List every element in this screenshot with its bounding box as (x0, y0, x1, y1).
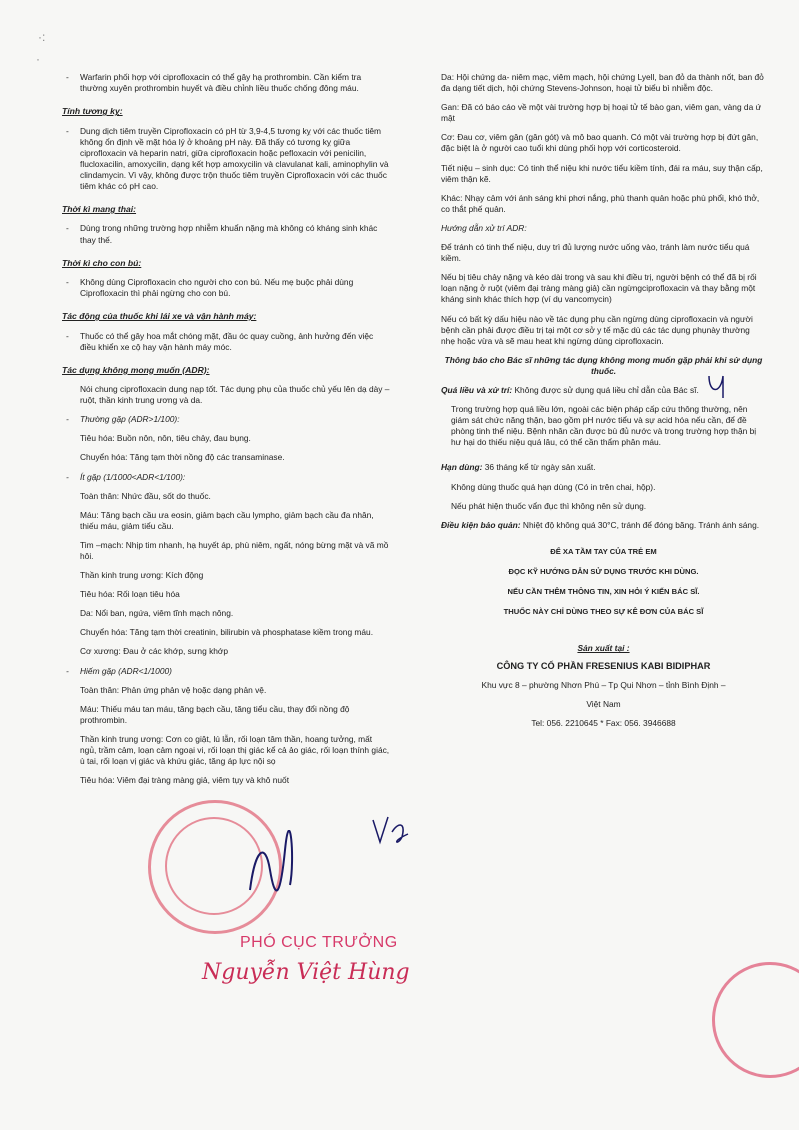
adr-item: Da: Nổi ban, ngứa, viêm tĩnh mạch nông. (80, 608, 234, 619)
doctor-notice: Thông báo cho Bác sĩ những tác dụng không mong muốn gặp phải khi sử dụng thuốc. (444, 354, 763, 376)
adr-intro: Nói chung ciprofloxacin dung nạp tốt. Tác dụng phụ của thuốc chủ yếu lên dạ dày – ruột, thần kinh trung ương và da. (80, 384, 390, 406)
adr-item: Chuyển hóa: Tăng tạm thời creatinin, bilirubin và phosphatase kiềm trong máu. (80, 627, 374, 638)
adr-item: Toàn thân: Phản ứng phản vệ hoặc dạng phản vệ. (80, 684, 267, 695)
company-stamp (712, 962, 799, 1078)
adr-item: Tim –mạch: Nhịp tim nhanh, hạ huyết áp, phù niêm, ngất, nóng bừng mặt và vã mồ hôi. (80, 539, 389, 561)
huong-dan-item: Nếu có bất kỳ dấu hiệu nào về tác dụng phụ cần ngừng dùng ciprofloxacin và người bệnh cần phải được điều trị tại một cơ sở y tế mặc dù các tác dụng phụnày thường nhẹ hoặc vừa và sẽ mau heat khi ngừng dùng ciprofloxacin. (441, 313, 753, 346)
heading-mang-thai: Thời kì mang thai: (62, 204, 137, 215)
left-column (62, 72, 390, 794)
manufacturer-contact: Tel: 056. 2210645 * Fax: 056. 3946688 (531, 718, 676, 729)
adr-gan: Gan: Đã có báo cáo về một vài trường hợp bị hoại tử tế bào gan, viêm gan, vàng da ứ mật (441, 102, 762, 124)
tuong-ky-text: - Dung dịch tiêm truyền Ciprofloxacin có pH từ 3,9-4,5 tương kỵ với các thuốc tiêm không ổn định về mặt hóa lý ở khoảng pH này. Đã thấy có tương kỵ giữa ciprofloxacin và heparin natri, giữa ciprofloxacin hoặc pefloxacin với penicilin, flucloxacilin, amoxycilin, dạng kết hợp amoxycilin và clavulanat kali, aminophylin và clindamycin. Vì vậy, không được trộn thuốc tiêm truyền Ciprofloxacin với các thuốc tiêm khác có pH cao. (62, 126, 390, 193)
manufacturer-name: CÔNG TY CỔ PHẦN FRESENIUS KABI BIDIPHAR (496, 660, 711, 671)
adr-item: Máu: Thiếu máu tan máu, tăng bạch cầu, tăng tiểu cầu, thay đổi nồng độ prothrombin. (80, 703, 350, 725)
warfarin-note: - Warfarin phối hợp với ciprofloxacin có thể gây hạ prothrombin. Cần kiểm tra thường xuyên prothrombin huyết và điều chỉnh liều thuốc chống đông máu. (62, 72, 390, 94)
overdose-text: Không được sử dụng quá liều chỉ dẫn của Bác sĩ. (512, 384, 699, 395)
huong-dan-item: Nếu bị tiêu chảy nặng và kéo dài trong và sau khi điều trị, người bệnh có thể đã bị rối loạn nặng ở ruột (viêm đại tràng màng giả) cần ngừngciprofloxacin và thay bằng một kháng sinh khác thích hợp (ví dụ vancomycin) (441, 272, 757, 305)
heading-tuong-ky: Tính tương kỵ: (62, 106, 123, 117)
signature-name: Nguyễn Việt Hùng (202, 960, 410, 985)
initials-signature (368, 812, 418, 852)
shelf-life-label: Hạn dùng: (441, 462, 483, 473)
warning-line: NẾU CẦN THÊM THÔNG TIN, XIN HỎI Ý KIẾN BÁC SĨ. (507, 586, 700, 596)
adr-item: Tiêu hóa: Viêm đại tràng màng giả, viêm tụy và khô nuốt (80, 775, 290, 786)
adr-da: Da: Hội chứng da- niêm mạc, viêm mạch, hội chứng Lyell, ban đỏ da thành nốt, ban đỏ đa dạng tiết dịch, hội chứng Stevens-Johnson, hoại tử biểu bì nhiễm độc. (441, 72, 764, 94)
shelf-life-line (441, 462, 766, 473)
scan-mark: ·: (38, 30, 46, 44)
heading-adr: Tác dụng không mong muốn (ADR): (62, 364, 210, 375)
margin-initial (705, 372, 727, 402)
adr-item: Toàn thân: Nhức đầu, sốt do thuốc. (80, 490, 211, 501)
heading-cho-con-bu: Thời kì cho con bú: (62, 257, 142, 268)
overdose-label: Quá liều và xử trí: (441, 384, 513, 395)
warning-line: THUỐC NÀY CHỈ DÙNG THEO SỰ KÊ ĐƠN CỦA BÁC SĨ (503, 606, 704, 616)
adr-item: Thần kinh trung ương: Cơn co giật, lú lẫn, rối loạn tâm thần, hoang tưởng, mất ngủ, trầm cảm, loạn cảm ngoại vi, rối loạn thị giác kể cả ảo giác, rối loạn thính giác, ù tai, rối loạn vị giác và khứu giác, tăng áp lực nội sọ (80, 733, 390, 767)
shelf-life-text: 36 tháng kể từ ngày sản xuất. (482, 462, 596, 473)
scan-mark: · (36, 52, 40, 66)
heading-lai-xe: Tác động của thuốc khi lái xe và vận hành máy: (62, 311, 257, 322)
cho-con-bu-text: - Không dùng Ciprofloxacin cho người cho con bú. Nếu mẹ buộc phải dùng Ciprofloxacin thì phải ngừng cho con bú. (62, 277, 390, 299)
storage-line (441, 520, 766, 531)
signature-scribble (240, 830, 300, 900)
overdose-detail: Trong trường hợp quá liều lớn, ngoài các biện pháp cấp cứu thông thường, nên giám sát chức năng thận, bao gồm pH nước tiểu và sự acid hóa nếu cần, để đề phòng tinh thể niệu. Bệnh nhân cần được bù đủ nước và trong trường hợp thận bị hư hại do thiếu niệu quá lâu, có thể cần thẩm phân máu. (451, 404, 757, 448)
adr-item: Tiêu hóa: Buồn nôn, nôn, tiêu chảy, đau bụng. (80, 433, 251, 444)
adr-item: Tiêu hóa: Rối loạn tiêu hóa (80, 589, 180, 600)
adr-tiet-nieu: Tiết niệu – sinh dục: Có tinh thể niệu khi nước tiểu kiềm tính, đái ra máu, suy thận cấp, viêm thận kẽ. (441, 162, 763, 184)
right-column (441, 72, 766, 737)
warning-line: ĐỂ XA TẦM TAY CỦA TRẺ EM (550, 546, 657, 556)
lai-xe-text: - Thuốc có thể gây hoa mắt chóng mặt, đầu óc quay cuồng, ảnh hưởng đến việc điều khiển xe cộ hay vận hành máy móc. (62, 331, 390, 353)
hiem-gap-label: - Hiếm gặp (ADR<1/1000) (62, 666, 390, 677)
mang-thai-text: - Dùng trong những trường hợp nhiễm khuẩn nặng mà không có kháng sinh khác thay thế. (62, 223, 390, 245)
adr-co: Cơ: Đau cơ, viêm gân (gân gót) và mô bao quanh. Có một vài trường hợp bị đứt gân, đặc biệt là ở người cao tuổi khi dùng phối hợp với corticosteroid. (441, 132, 759, 154)
storage-label: Điều kiện bảo quản: (441, 519, 521, 530)
it-gap-label: - Ít gặp (1/1000<ADR<1/100): (62, 472, 390, 483)
signature-title: PHÓ CỤC TRƯỞNG (240, 934, 398, 951)
manufacturer-label: Sản xuất tại : (577, 642, 630, 653)
warnings-block (441, 547, 766, 617)
adr-item: Thần kinh trung ương: Kích động (80, 570, 204, 581)
adr-khac: Khác: Nhạy cảm với ánh sáng khi phơi nắng, phù thanh quản hoặc phù phổi, khó thở, co thắt phế quản. (441, 192, 760, 214)
warning-line: ĐỌC KỸ HƯỚNG DẪN SỬ DỤNG TRƯỚC KHI DÙNG. (508, 566, 699, 576)
adr-item: Máu: Tăng bạch cầu ưa eosin, giảm bạch cầu lympho, giảm bạch cầu đa nhân, thiếu máu, giảm tiểu cầu. (80, 509, 374, 531)
adr-item: Cơ xương: Đau ở các khớp, sưng khớp (80, 646, 229, 657)
storage-text: Nhiệt độ không quá 30°C, tránh để đóng băng. Tránh ánh sáng. (520, 519, 760, 530)
heading-huong-dan: Hướng dẫn xử trí ADR: (441, 222, 527, 233)
manufacturer-address: Khu vực 8 – phường Nhơn Phú – Tp Qui Nhơn – tỉnh Bình Định – (481, 680, 726, 691)
shelf-life-note: Không dùng thuốc quá hạn dùng (Có in trên chai, hộp). (451, 481, 656, 492)
huong-dan-item: Để tránh có tinh thể niệu, duy trì đủ lượng nước uống vào, tránh làm nước tiểu quá kiềm. (441, 242, 750, 264)
adr-item: Chuyển hóa: Tăng tạm thời nồng độ các transaminase. (80, 452, 285, 463)
thuong-gap-label: - Thường gặp (ADR>1/100): (62, 414, 390, 425)
manufacturer-country: Việt Nam (586, 699, 621, 710)
shelf-life-note: Nếu phát hiện thuốc vẩn đục thì không nên sử dụng. (451, 500, 647, 511)
